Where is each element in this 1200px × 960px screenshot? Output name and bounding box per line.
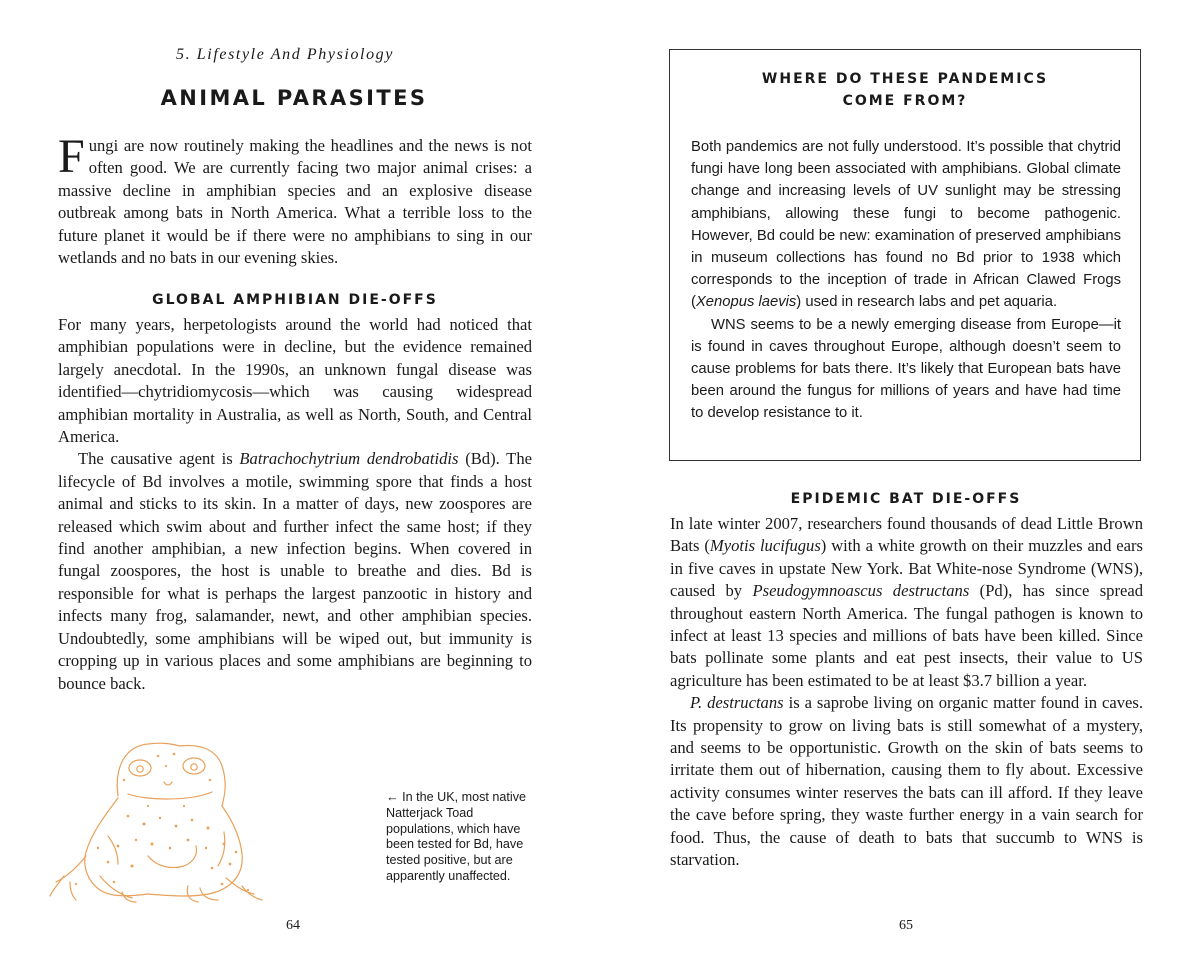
bat-p1-b: ) with a white growth on their muzzles and ears in five caves in upstate New York. Bat White-nose Syndrome (WNS), caused by (670, 536, 1143, 601)
species-name-myotis: Myotis lucifugus (709, 536, 821, 556)
section-heading-amphibian: GLOBAL AMPHIBIAN DIE-OFFS (152, 292, 438, 308)
bat-paragraph-1 (670, 513, 1143, 692)
sidebar-box (669, 49, 1141, 461)
sidebar-heading-line-2: COME FROM? (842, 93, 968, 109)
sidebar-body (691, 136, 1121, 425)
bat-p1-c: (Pd), has since spread throughout eastern North America. The fungal pathogen is known to infect at least 13 species and millions of bats have been killed. Since bats pollinate some plants and eat pest insects, their value to US agriculture has been estimated to be at least $3.7 billion a year. (670, 581, 1144, 690)
species-name-bd: Batrachochytrium dendrobatidis (239, 449, 459, 469)
sidebar-p1-before: Both pandemics are not fully understood. It’s possible that chytrid fungi have long been associated with amphibians. Global climate change and increasing levels of UV sunlight may be stressing amphibians, allowing these fungi to become pathogenic. However, Bd could be new: examination of preserved amphibians in museum collections has found no Bd prior to 1938 which corresponds to the inception of trade in African Clawed Frogs ( (691, 139, 1121, 311)
sidebar-paragraph-2: WNS seems to be a newly emerging disease from Europe—it is found in caves throughout Europe, although doesn’t seem to cause problems for bats there. It’s likely that European bats have been around the fungus for millions of years and have had time to develop resistance to it. (691, 316, 1121, 422)
toad-caption: ← In the UK, most native Natterjack Toad populations, which have been tested for Bd, have tested positive, but are apparently unaffected. (386, 790, 526, 883)
page-number-right: 65 (899, 918, 913, 933)
p2-after: (Bd). The lifecycle of Bd involves a motile, swimming spore that finds a host animal and sticks to its skin. In a matter of days, new zoospores are released which swim about and further infect the same host; if they find another amphibian, a new infection begins. When covered in fungal zoospores, the host is unable to breathe and dies. Bd is responsible for what is perhaps the largest panzootic in history and infects many frog, salamander, newt, and other amphibian species. Undoubtedly, some amphibians will be wiped out, but immunity is cropping up in various places and some amphibians are beginning to bounce back. (58, 449, 532, 693)
bat-p1-a: In late winter 2007, researchers found thousands of dead Little Brown Bats ( (670, 514, 1143, 556)
chapter-title: ANIMAL PARASITES (160, 86, 428, 110)
bat-paragraph-2 (670, 692, 1143, 871)
p2-before: The causative agent is (78, 449, 240, 469)
sidebar-heading (670, 68, 1140, 112)
sidebar-heading-line-1: WHERE DO THESE PANDEMICS (761, 71, 1049, 87)
species-name-p-destructans: P. destructans (690, 693, 784, 713)
amphibian-paragraph-2 (58, 448, 532, 694)
intro-text: ungi are now routinely making the headlines and the news is not often good. We are currently facing two major animal crises: a massive decline in amphibian species and an explosive disease outbreak among bats in North America. What a terrible loss to the future planet it would be if there were no amphibians to sing in our wetlands and no bats in our evening skies. (58, 136, 532, 268)
sidebar-paragraph-1 (691, 136, 1121, 314)
amphibian-paragraph-1: For many years, herpetologists around the world had noticed that amphibian populations were in decline, but the evidence remained largely anecdotal. In the 1990s, an unknown fungal disease was identified—chytridiomycosis—which was causing widespread amphibian mortality in Australia, as well as North, South, and Central America. (58, 315, 532, 447)
species-name-xenopus: Xenopus laevis (695, 294, 797, 311)
toad-illustration (48, 736, 278, 904)
species-name-pseudogymnoascus: Pseudogymnoascus destructans (752, 581, 970, 601)
section-heading-bat: EPIDEMIC BAT DIE-OFFS (790, 491, 1022, 507)
right-page (600, 0, 1200, 960)
sidebar-p1-after: ) used in research labs and pet aquaria. (796, 294, 1058, 311)
bat-body (670, 513, 1143, 872)
drop-cap: F (58, 130, 85, 183)
page-number-left: 64 (286, 918, 300, 933)
running-head: 5. Lifestyle And Physiology (176, 46, 394, 63)
intro-paragraph (58, 130, 532, 269)
bat-p2-text: is a saprobe living on organic matter found in caves. Its propensity to grow on living bats is still somewhat of a mystery, and seems to be opportunistic. Growth on the skin of bats seems to irritate them out of hibernation, causing them to fly about. Excessive activity consumes winter reserves the bats can ill afford. If they leave the cave before spring, they waste further energy in a vain search for food. Thus, the cause of death to bats that succumb to WNS is starvation. (670, 693, 1144, 870)
amphibian-body (58, 314, 532, 695)
